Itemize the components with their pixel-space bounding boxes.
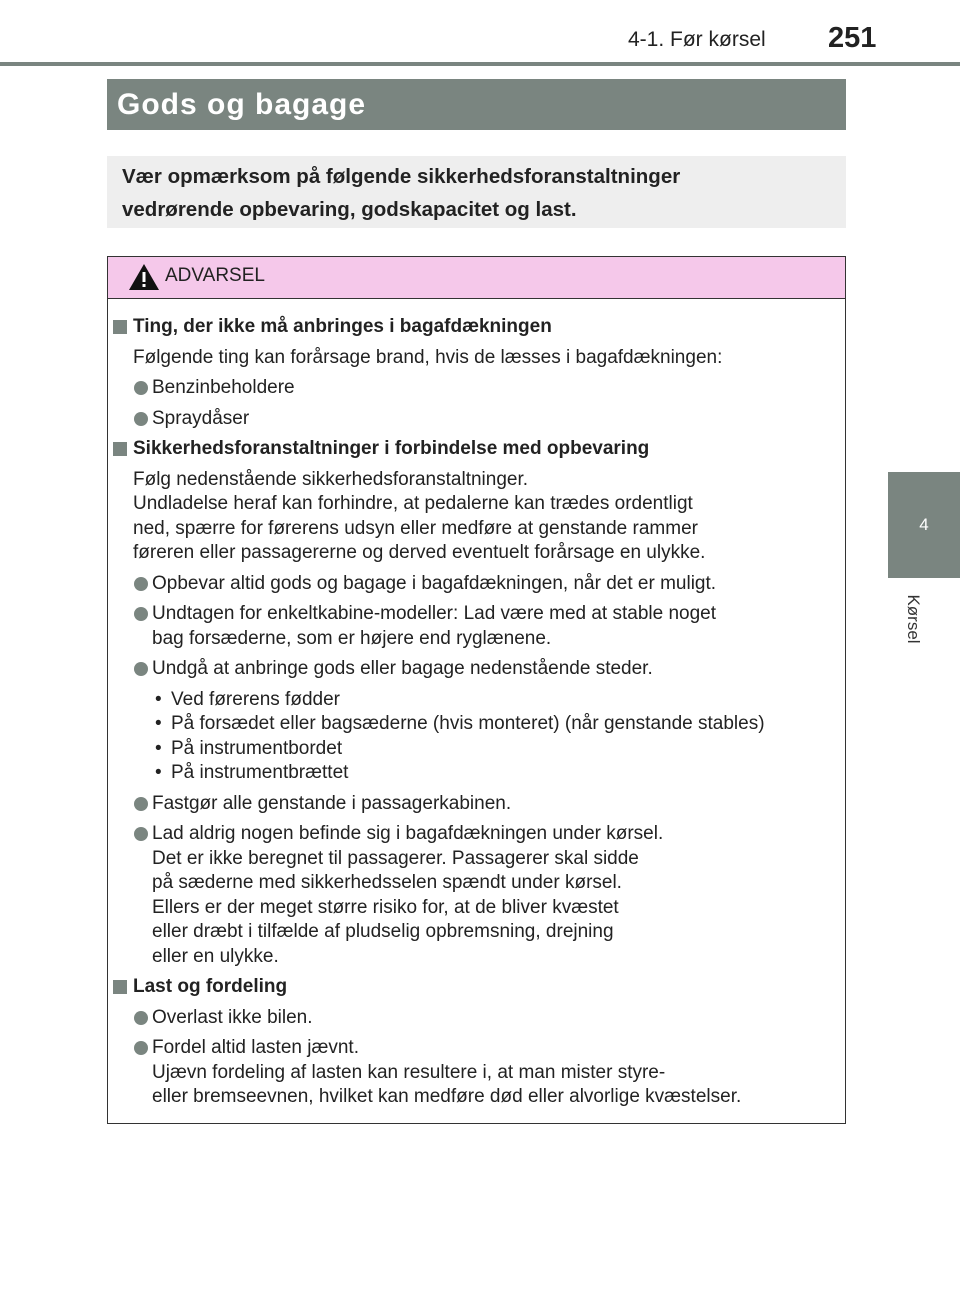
chapter-tab[interactable] bbox=[888, 472, 960, 578]
sub-bullet-item: • På instrumentbordet bbox=[108, 737, 845, 762]
intro-line: vedrørende opbevaring, godskapacitet og last. bbox=[122, 198, 577, 221]
bullet-item bbox=[108, 572, 845, 597]
paragraph-line: Undladelse heraf kan forhindre, at pedalerne kan trædes ordentligt bbox=[133, 493, 693, 514]
warning-header bbox=[108, 257, 845, 299]
warning-title: ADVARSEL bbox=[165, 265, 265, 286]
bullet-item bbox=[108, 1006, 845, 1031]
section-heading-text: Sikkerhedsforanstaltninger i forbindelse med opbevaring bbox=[133, 438, 650, 459]
sub-bullet-item: • Ved førerens fødder bbox=[108, 688, 845, 713]
bullet-item bbox=[108, 822, 845, 969]
bullet-line: på sæderne med sikkerhedsselen spændt under kørsel. bbox=[152, 872, 622, 893]
bullet-line: Fordel altid lasten jævnt. bbox=[152, 1037, 359, 1058]
bullet-item bbox=[108, 792, 845, 817]
section-heading bbox=[108, 437, 845, 462]
intro-line: Vær opmærksom på følgende sikkerhedsforanstaltninger bbox=[122, 165, 681, 188]
square-bullet-icon bbox=[113, 320, 127, 334]
intro-box bbox=[107, 156, 846, 228]
round-bullet-icon bbox=[134, 827, 148, 841]
header-rule bbox=[0, 62, 960, 66]
paragraph-line: Følg nedenstående sikkerhedsforanstaltninger. bbox=[133, 468, 529, 490]
bullet-line: Ujævn fordeling af lasten kan resultere i, at man mister styre- bbox=[152, 1061, 666, 1083]
bullet-line: Spraydåser bbox=[152, 407, 250, 429]
bullet-line: Lad aldrig nogen befinde sig i bagafdækningen under kørsel. bbox=[152, 823, 664, 844]
bullet-line: eller bremseevnen, hvilket kan medføre død eller alvorlige kvæstelser. bbox=[152, 1086, 742, 1107]
round-bullet-icon bbox=[134, 412, 148, 426]
bullet-line: Overlast ikke bilen. bbox=[152, 1006, 313, 1028]
bullet-line: Ellers er der meget større risiko for, at de bliver kvæstet bbox=[152, 896, 619, 918]
sub-bullet-item: • På instrumentbrættet bbox=[108, 761, 845, 786]
square-bullet-icon bbox=[113, 442, 127, 456]
warning-content bbox=[108, 315, 845, 1116]
section-paragraph bbox=[108, 468, 845, 566]
chapter-number: 4 bbox=[919, 515, 929, 534]
chapter-label bbox=[898, 584, 928, 654]
section-paragraph bbox=[108, 346, 845, 371]
warning-triangle-icon bbox=[128, 263, 160, 291]
sub-bullet-item: • På forsædet eller bagsæderne (hvis monteret) (når genstande stables) bbox=[108, 712, 845, 737]
round-bullet-icon bbox=[134, 662, 148, 676]
bullet-item bbox=[108, 407, 845, 432]
bullet-line: Opbevar altid gods og bagage i bagafdækningen, når det er muligt. bbox=[152, 572, 717, 594]
round-bullet-icon bbox=[134, 1011, 148, 1025]
round-bullet-icon bbox=[134, 607, 148, 621]
round-bullet-icon bbox=[134, 577, 148, 591]
section-heading-text: Ting, der ikke må anbringes i bagafdækningen bbox=[133, 316, 552, 337]
bullet-line: bag forsæderne, som er højere end ryglænene. bbox=[152, 627, 552, 649]
bullet-line: Det er ikke beregnet til passagerer. Passagerer skal sidde bbox=[152, 847, 639, 869]
bullet-item bbox=[108, 602, 845, 651]
bullet-line: Undgå at anbringe gods eller bagage nedenstående steder. bbox=[152, 658, 653, 679]
chapter-label-text: Kørsel bbox=[904, 594, 923, 644]
warning-box bbox=[107, 256, 846, 1124]
page-title: Gods og bagage bbox=[107, 79, 846, 130]
bullet-item bbox=[108, 376, 845, 401]
paragraph-line: føreren eller passagererne og derved eventuelt forårsage en ulykke. bbox=[133, 542, 706, 563]
section-heading bbox=[108, 975, 845, 1000]
bullet-line: eller en ulykke. bbox=[152, 945, 279, 967]
bullet-item bbox=[108, 657, 845, 682]
header-section-title: 4-1. Før kørsel bbox=[628, 28, 766, 51]
section-heading bbox=[108, 315, 845, 340]
round-bullet-icon bbox=[134, 381, 148, 395]
bullet-line: Undtagen for enkeltkabine-modeller: Lad være med at stable noget bbox=[152, 603, 717, 624]
round-bullet-icon bbox=[134, 797, 148, 811]
paragraph-line: Følgende ting kan forårsage brand, hvis de læsses i bagafdækningen: bbox=[133, 346, 723, 368]
paragraph-line: ned, spærre for førerens udsyn eller medføre at genstande rammer bbox=[133, 517, 698, 539]
round-bullet-icon bbox=[134, 1041, 148, 1055]
bullet-line: Benzinbeholdere bbox=[152, 377, 295, 398]
bullet-line: eller dræbt i tilfælde af pludselig opbremsning, drejning bbox=[152, 921, 614, 942]
bullet-item bbox=[108, 1036, 845, 1110]
section-heading-text: Last og fordeling bbox=[133, 976, 288, 997]
page-number: 251 bbox=[828, 22, 877, 54]
square-bullet-icon bbox=[113, 980, 127, 994]
bullet-line: Fastgør alle genstande i passagerkabinen. bbox=[152, 792, 512, 814]
